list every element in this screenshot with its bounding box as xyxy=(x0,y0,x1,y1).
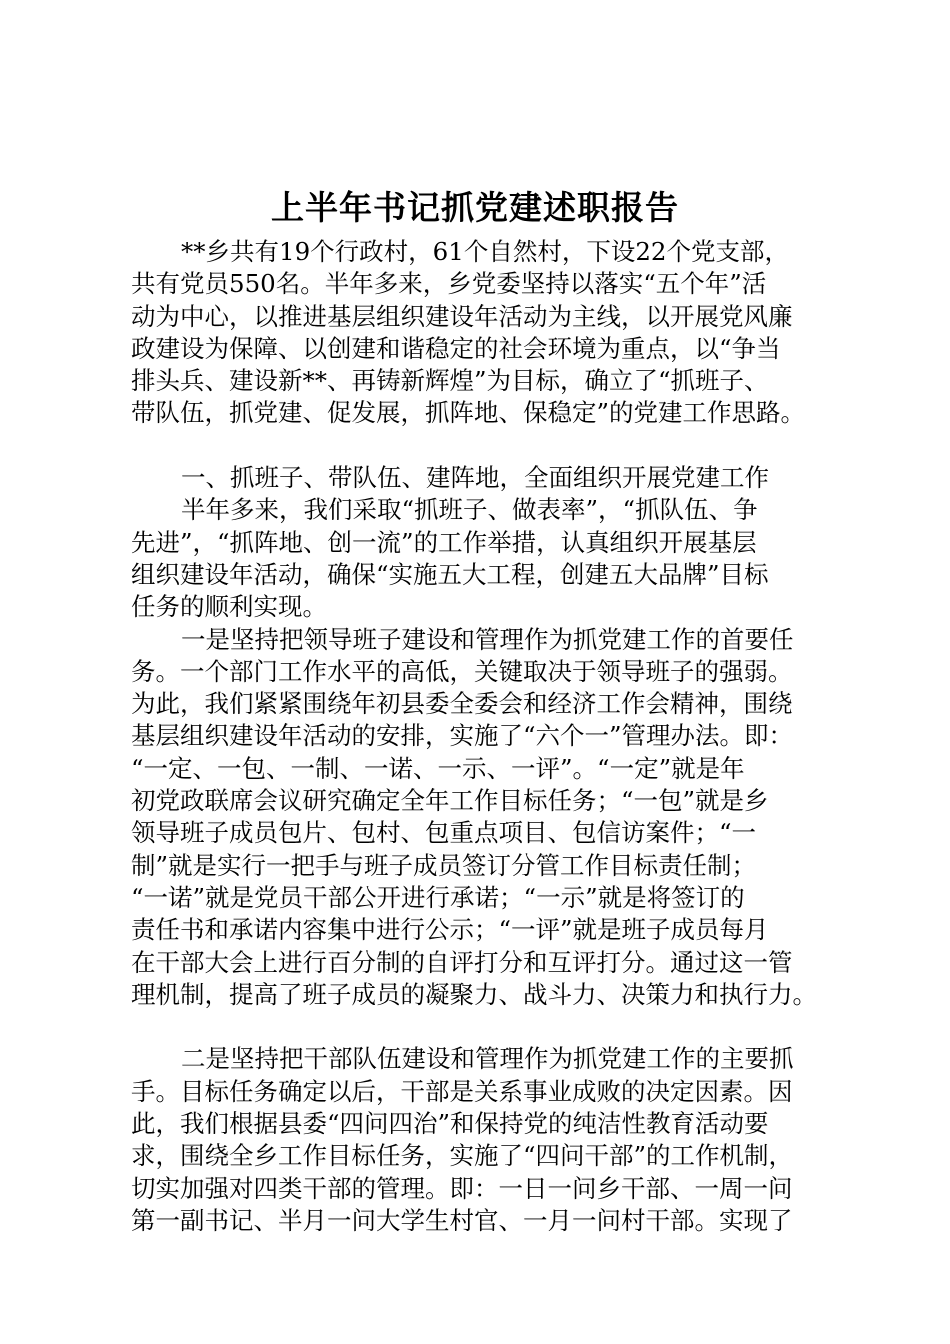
paragraph-line: 领导班子成员包片、包村、包重点项目、包信访案件；“一 xyxy=(131,818,757,848)
paragraph-gap xyxy=(131,1011,851,1043)
paragraph-line: 基层组织建设年活动的安排，实施了“六个一”管理办法。即： xyxy=(131,721,794,751)
paragraph-line: 政建设为保障、以创建和谐稳定的社会环境为重点，以“争当 xyxy=(131,333,781,363)
paragraph-line: “一定、一包、一制、一诺、一示、一评”。“一定”就是年 xyxy=(131,753,745,783)
paragraph-line: 一是坚持把领导班子建设和管理作为抓党建工作的首要任 xyxy=(181,624,794,654)
paragraph-line: 为此，我们紧紧围绕年初县委全委会和经济工作会精神，围绕 xyxy=(131,689,793,719)
paragraph-line: 动为中心，以推进基层组织建设年活动为主线，以开展党风廉 xyxy=(131,301,793,331)
paragraph-line: 手。目标任务确定以后，干部是关系事业成败的决定因素。因 xyxy=(131,1076,793,1106)
paragraph-line: 切实加强对四类干部的管理。即：一日一问乡干部、一周一问 xyxy=(131,1173,793,1203)
paragraph-line: 制”就是实行一把手与班子成员签订分管工作目标责任制； xyxy=(131,850,757,880)
paragraph-line: 在干部大会上进行百分制的自评打分和互评打分。通过这一管 xyxy=(131,947,793,977)
paragraph-gap xyxy=(131,430,851,462)
paragraph-line: 半年多来，我们采取“抓班子、做表率”，“抓队伍、争 xyxy=(181,495,758,525)
paragraph-line: 任务的顺利实现。 xyxy=(131,592,327,622)
paragraph-line: **乡共有19个行政村，61个自然村，下设22个党支部， xyxy=(181,237,790,266)
paragraph-line: 带队伍，抓党建、促发展，抓阵地、保稳定”的党建工作思路。 xyxy=(131,398,806,428)
document-title: 上半年书记抓党建述职报告 xyxy=(271,188,679,227)
section-heading: 一、抓班子、带队伍、建阵地，全面组织开展党建工作 xyxy=(181,463,769,493)
paragraph-line: 务。一个部门工作水平的高低，关键取决于领导班子的强弱。 xyxy=(131,656,793,686)
paragraph-line: “一诺”就是党员干部公开进行承诺；“一示”就是将签订的 xyxy=(131,882,745,912)
paragraph-line: 理机制，提高了班子成员的凝聚力、战斗力、决策力和执行力。 xyxy=(131,979,817,1009)
paragraph-line: 排头兵、建设新**、再铸新辉煌”为目标，确立了“抓班子、 xyxy=(131,366,769,396)
paragraph-line: 共有党员550名。半年多来，乡党委坚持以落实“五个年”活 xyxy=(131,269,767,299)
paragraph-line: 组织建设年活动，确保“实施五大工程，创建五大品牌”目标 xyxy=(131,559,769,589)
paragraph-line: 先进”，“抓阵地、创一流”的工作举措，认真组织开展基层 xyxy=(131,527,757,557)
paragraph-line: 第一副书记、半月一问大学生村官、一月一问村干部。实现了 xyxy=(131,1205,793,1235)
paragraph-line: 责任书和承诺内容集中进行公示；“一评”就是班子成员每月 xyxy=(131,915,769,945)
paragraph-line: 求，围绕全乡工作目标任务，实施了“四问干部”的工作机制， xyxy=(131,1141,794,1171)
document-body xyxy=(131,236,851,1237)
paragraph-line: 此，我们根据县委“四问四治”和保持党的纯洁性教育活动要 xyxy=(131,1109,769,1139)
paragraph-line: 初党政联席会议研究确定全年工作目标任务；“一包”就是乡 xyxy=(131,786,769,816)
paragraph-line: 二是坚持把干部队伍建设和管理作为抓党建工作的主要抓 xyxy=(181,1044,794,1074)
